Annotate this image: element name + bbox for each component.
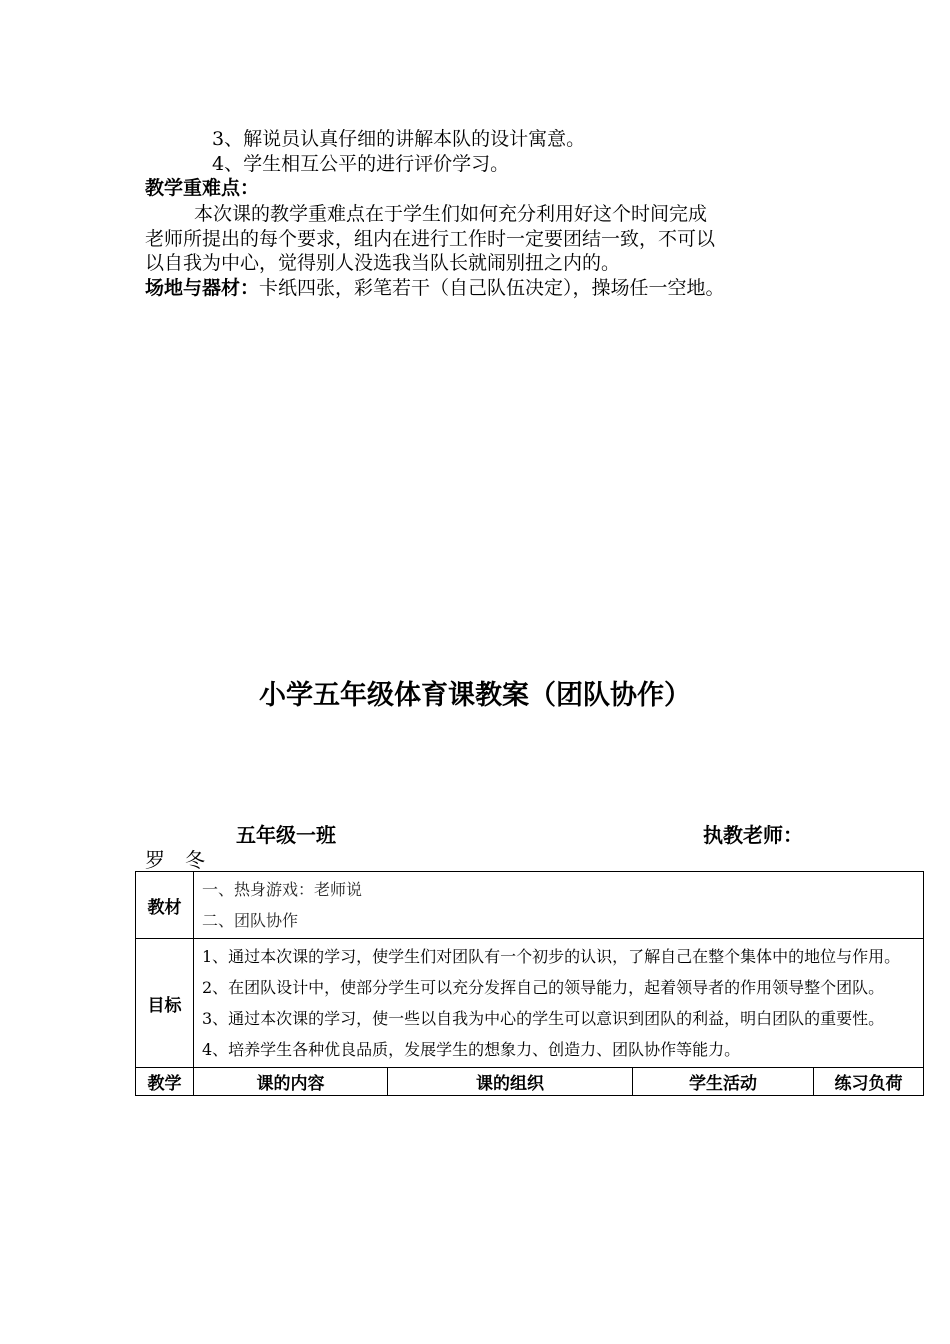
intro-item-4: 4、学生相互公平的进行评价学习。 (212, 153, 510, 175)
lesson-table (135, 871, 924, 1096)
page-title: 小学五年级体育课教案（团队协作） (259, 680, 691, 711)
goal-item-1: 1、通过本次课的学习，使学生们对团队有一个初步的认识，了解自己在整个集体中的地位与作用。 (202, 947, 901, 966)
material-row (136, 872, 924, 939)
header-exercise-load: 练习负荷 (814, 1068, 924, 1096)
header-content: 课的内容 (194, 1068, 388, 1096)
goal-label: 目标 (136, 939, 194, 1068)
difficulty-line-3: 以自我为中心，觉得别人没选我当队长就闹别扭之内的。 (145, 252, 621, 274)
difficulty-line-2: 老师所提出的每个要求，组内在进行工作时一定要团结一致，不可以 (145, 228, 716, 250)
header-organization: 课的组织 (388, 1068, 633, 1096)
venue-line (145, 277, 725, 299)
venue-label: 场地与器材： (145, 277, 260, 299)
difficulty-line-1: 本次课的教学重难点在于学生们如何充分利用好这个时间完成 (194, 203, 708, 225)
header-row (136, 1068, 924, 1096)
teacher-name: 罗 冬 (145, 848, 205, 872)
teacher-label: 执教老师： (703, 823, 803, 847)
goal-item-4: 4、培养学生各种优良品质，发展学生的想象力、创造力、团队协作等能力。 (202, 1040, 741, 1059)
goal-item-2: 2、在团队设计中，使部分学生可以充分发挥自己的领导能力，起着领导者的作用领导整个团队。 (202, 978, 885, 997)
material-label: 教材 (136, 872, 194, 939)
goal-cell (194, 939, 924, 1068)
class-name: 五年级一班 (236, 823, 336, 847)
goal-item-3: 3、通过本次课的学习，使一些以自我为中心的学生可以意识到团队的利益，明白团队的重要性。 (202, 1009, 885, 1028)
material-cell (194, 872, 924, 939)
venue-text: 卡纸四张，彩笔若干（自己队伍决定），操场任一空地。 (259, 277, 725, 299)
header-student-activity: 学生活动 (633, 1068, 814, 1096)
intro-item-3: 3、解说员认真仔细的讲解本队的设计寓意。 (212, 128, 586, 150)
header-teaching: 教学 (136, 1068, 194, 1096)
difficulty-heading: 教学重难点： (145, 177, 260, 199)
material-item-2: 二、团队协作 (202, 911, 299, 930)
goal-row (136, 939, 924, 1068)
material-item-1: 一、热身游戏：老师说 (202, 880, 363, 899)
